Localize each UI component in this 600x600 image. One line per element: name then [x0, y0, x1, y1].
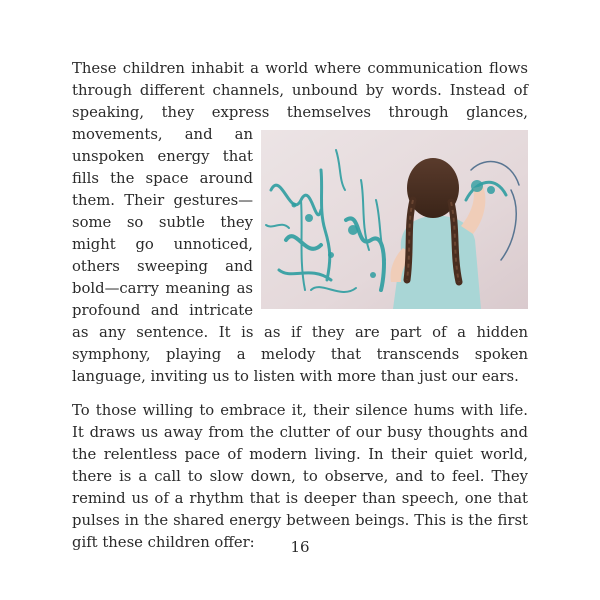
paragraph-1-wrapped: and an unspoken energy that fills the space around them. Their gestures—some so subtle they might go unnoticed, others sweeping and bold—carry meaning as profound and intricate as any sentence. It is as if they are part of a hidden symphony, playing a melody that transcends spoken language, inviting us to listen with more than just our ears.: [72, 126, 528, 385]
paragraph-1: [72, 58, 528, 388]
page-number: 16: [290, 538, 310, 556]
paragraph-2: To those willing to embrace it, their silence hums with life. It draws us away from the clutter of our busy thoughts and the relentless pace of modern living. In their quiet world, there is a call to slow down, to observe, and to feel. They remind us of a rhythm that is deeper than speech, one that pulses in the shared energy between beings. This is the first gift these children offer:: [72, 402, 528, 551]
paragraph-1-lead: These children inhabit a world where communication flows through different channels, unbound by words. Instead of speaking, they express themselves through glances, movements,: [72, 60, 528, 143]
child-painting-photo: [261, 130, 528, 309]
